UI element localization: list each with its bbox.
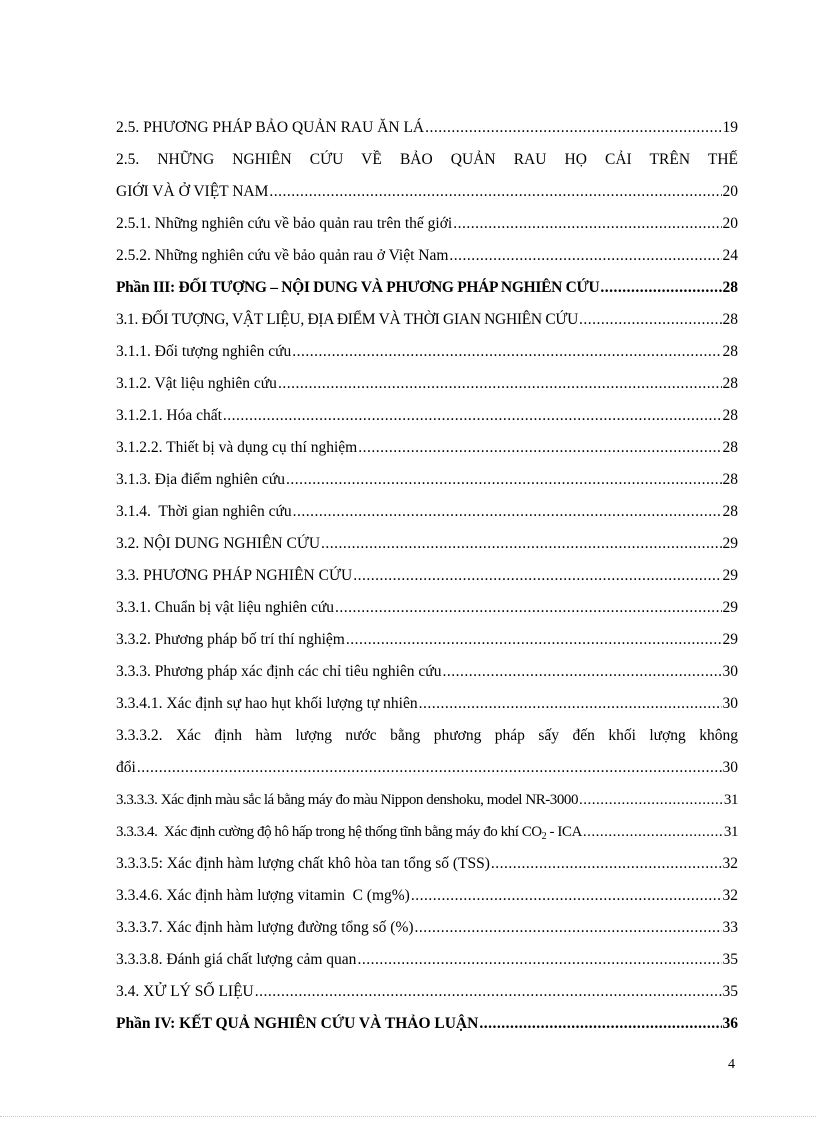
toc-entry (116, 112, 738, 144)
toc-entry (116, 496, 738, 528)
toc-entry (116, 752, 738, 784)
toc-entry (116, 528, 738, 560)
toc-entry-title: 2.5.2. Những nghiên cứu về bảo quản rau ở Việt Nam (116, 247, 449, 264)
toc-entry-page: 35 (722, 983, 738, 1000)
leader-dots (255, 976, 722, 1008)
leader-dots (335, 592, 721, 624)
toc-entry-title: 3.1.2.1. Hóa chất (116, 407, 222, 424)
leader-dots (442, 656, 721, 688)
leader-dots (419, 688, 722, 720)
toc-entry-page: 32 (722, 855, 738, 872)
toc-chapter-entry (116, 1008, 738, 1040)
leader-dots (278, 368, 722, 400)
toc-entry (116, 560, 738, 592)
toc-entry-page: 28 (722, 343, 738, 360)
toc-entry-page: 33 (722, 919, 738, 936)
toc-entry-page: 20 (722, 215, 738, 232)
toc-entry-page: 29 (722, 599, 738, 616)
toc-entry-title: 3.3. PHƯƠNG PHÁP NGHIÊN CỨU (116, 567, 353, 584)
toc-entry (116, 688, 738, 720)
leader-dots (453, 208, 721, 240)
leader-dots (579, 784, 723, 816)
toc-entry-page: 28 (722, 279, 738, 296)
toc-entry-title: 2.5. PHƯƠNG PHÁP BẢO QUẢN RAU ĂN LÁ (116, 119, 425, 136)
toc-entry-title: 3.3.3.8. Đánh giá chất lượng cảm quan (116, 951, 357, 968)
toc-entry-title-part: 3.3.3.4. Xác định cường độ hô hấp trong hệ thống tĩnh bằng máy đo khí CO (116, 824, 542, 840)
toc-entry (116, 368, 738, 400)
toc-entry (116, 336, 738, 368)
toc-entry (116, 400, 738, 432)
toc-entry-title: 3.3.4.1. Xác định sự hao hụt khối lượng tự nhiên (116, 695, 418, 712)
toc-entry-title: Phần III: ĐỐI TƯỢNG – NỘI DUNG VÀ PHƯƠNG PHÁP NGHIÊN CỨU (116, 279, 600, 296)
toc-entry-title: 3.3.4.6. Xác định hàm lượng vitamin C (mg%) (116, 887, 410, 904)
toc-entry (116, 784, 738, 816)
toc-entry-title: 3.1.2.2. Thiết bị và dụng cụ thí nghiệm (116, 439, 358, 456)
toc-entry-page: 30 (722, 663, 738, 680)
page-number: 4 (728, 1057, 735, 1072)
toc-entry-page: 28 (722, 439, 738, 456)
toc-entry-page: 28 (722, 407, 738, 424)
leader-dots (357, 944, 721, 976)
toc-chapter-entry (116, 272, 738, 304)
leader-dots (411, 880, 722, 912)
leader-dots (293, 496, 722, 528)
leader-dots (353, 560, 721, 592)
toc-entry-title (116, 816, 582, 848)
toc-entry (116, 464, 738, 496)
toc-entry-page: 19 (722, 119, 738, 136)
subscript-two: 2 (541, 831, 547, 842)
leader-dots (269, 176, 721, 208)
toc-entry-page: 20 (722, 183, 738, 200)
toc-entry (116, 304, 738, 336)
toc-entry-page: 28 (722, 503, 738, 520)
toc-entry-title: 3.3.1. Chuẩn bị vật liệu nghiên cứu (116, 599, 335, 616)
toc-entry-page: 32 (722, 887, 738, 904)
toc-entry-title-line2: GIỚI VÀ Ở VIỆT NAM (116, 183, 269, 200)
toc-entry-page: 31 (723, 792, 738, 808)
toc-entry-title: 3.1.2. Vật liệu nghiên cứu (116, 375, 277, 392)
toc-entry (116, 624, 738, 656)
toc-entry-page: 30 (722, 695, 738, 712)
toc-entry (116, 592, 738, 624)
leader-dots (479, 1008, 721, 1040)
toc-entry-title: 3.3.3.7. Xác định hàm lượng đường tổng số (%) (116, 919, 414, 936)
toc-entry (116, 656, 738, 688)
toc-entry-page: 28 (722, 311, 738, 328)
toc-entry-page: 36 (722, 1015, 738, 1032)
toc-entry-title-line1: 2.5. NHỮNG NGHIÊN CỨU VỀ BẢO QUẢN RAU HỌ CẢI TRÊN THẾ (116, 151, 738, 168)
toc-entry-title: 3.1.4. Thời gian nghiên cứu (116, 503, 292, 520)
toc-entry-title: 3.4. XỬ LÝ SỐ LIỆU (116, 983, 254, 1000)
toc-entry-page: 28 (722, 375, 738, 392)
leader-dots (415, 912, 722, 944)
leader-dots (583, 816, 723, 848)
toc-entry-title-part: - ICA (546, 824, 582, 840)
toc-entry-title: 3.1.1. Đối tượng nghiên cứu (116, 343, 292, 360)
toc-entry (116, 880, 738, 912)
toc-entry-page: 31 (723, 824, 738, 840)
toc-entry-title: 3.3.3. Phương pháp xác định các chỉ tiêu nghiên cứu (116, 663, 442, 680)
leader-dots (579, 304, 721, 336)
leader-dots (292, 336, 721, 368)
toc-entry-page: 30 (722, 759, 738, 776)
toc-entry (116, 976, 738, 1008)
toc-entry-page: 29 (722, 631, 738, 648)
toc-entry-page: 24 (722, 247, 738, 264)
leader-dots (600, 272, 721, 304)
toc-entry (116, 944, 738, 976)
toc-entry-title: 3.3.3.5: Xác định hàm lượng chất khô hòa tan tổng số (TSS) (116, 855, 490, 872)
page-bottom-dotted-line (0, 1116, 816, 1117)
toc-entry-title: 3.2. NỘI DUNG NGHIÊN CỨU (116, 535, 321, 552)
toc-entry (116, 912, 738, 944)
leader-dots (286, 464, 722, 496)
toc-entry (116, 848, 738, 880)
leader-dots (346, 624, 722, 656)
toc-entry-title-line1: 3.3.3.2. Xác định hàm lượng nước bằng phương pháp sấy đến khối lượng không (116, 727, 738, 744)
toc-entry-title: 2.5.1. Những nghiên cứu về bảo quản rau trên thế giới (116, 215, 453, 232)
toc-entry (116, 432, 738, 464)
toc-entry (116, 208, 738, 240)
leader-dots (321, 528, 721, 560)
toc-entry-page: 29 (722, 567, 738, 584)
toc-entry (116, 816, 738, 848)
toc-entry (116, 176, 738, 208)
leader-dots (425, 112, 721, 144)
toc-entry-title: 3.1.3. Địa điểm nghiên cứu (116, 471, 285, 488)
toc-entry (116, 240, 738, 272)
leader-dots (223, 400, 722, 432)
table-of-contents (116, 112, 738, 1040)
leader-dots (358, 432, 721, 464)
toc-entry-page: 29 (722, 535, 738, 552)
toc-entry-title-line2: đổi (116, 759, 136, 776)
leader-dots (449, 240, 721, 272)
toc-entry-title: 3.3.3.3. Xác định màu sắc lá bằng máy đo màu Nippon denshoku, model NR-3000 (116, 792, 578, 808)
toc-entry-page: 28 (722, 471, 738, 488)
toc-entry-title: Phần IV: KẾT QUẢ NGHIÊN CỨU VÀ THẢO LUẬN (116, 1015, 479, 1032)
toc-entry-title: 3.3.2. Phương pháp bố trí thí nghiệm (116, 631, 345, 648)
leader-dots (491, 848, 722, 880)
toc-entry-title: 3.1. ĐỐI TƯỢNG, VẬT LIỆU, ĐỊA ĐIỂM VÀ THỜI GIAN NGHIÊN CỨU (116, 311, 579, 328)
leader-dots (137, 752, 722, 784)
toc-entry-page: 35 (722, 951, 738, 968)
